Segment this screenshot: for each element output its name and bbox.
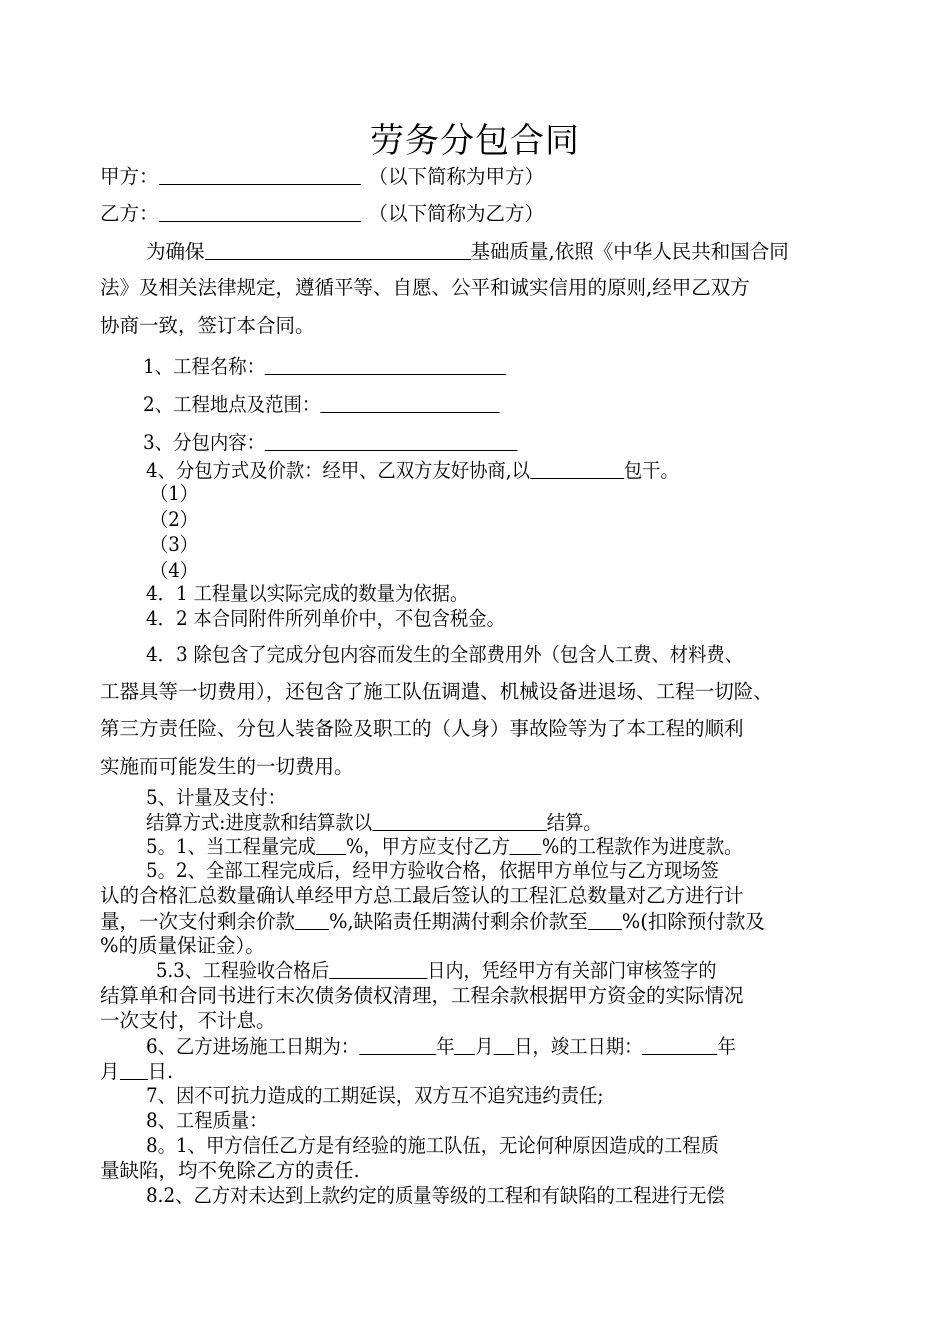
project-name-blank [265, 354, 507, 375]
sub-item-2: （2） [150, 507, 199, 531]
clause-8-1-line-2: 量缺陷，均不免除乙方的责任. [100, 1159, 360, 1182]
clause-4-3-line-3: 第三方责任险、分包人装备险及职工的（人身）事故险等为了本工程的顺利 [100, 717, 744, 740]
settlement-suffix: 结算。 [546, 811, 602, 834]
clause-5-3-line-1 [156, 956, 860, 985]
clause-5-1-text: %的工程款作为进度款。 [541, 835, 743, 858]
clause-5-3-line-2: 结算单和合同书进行末次债务债权清理，工程余款根据甲方资金的实际情况 [100, 984, 744, 1007]
days-blank [329, 958, 427, 979]
sub-item-3: （3） [150, 533, 199, 556]
party-b-suffix: （以下简称为乙方） [368, 202, 545, 225]
method-blank [530, 458, 624, 479]
clause-7: 7、因不可抗力造成的工期延误，双方互不追究违约责任; [146, 1084, 604, 1107]
item-3-label: 3、分包内容： [143, 431, 266, 454]
project-blank [205, 239, 471, 260]
content-blank [265, 430, 518, 451]
document-title: 劳务分包合同 [370, 121, 580, 161]
start-month-blank [455, 1034, 476, 1055]
clause-5-2-text: %,缺陷责任期满付剩余价款至 [329, 910, 588, 933]
item-4-label: 4、分包方式及价款：经甲、乙双方友好协商,以 [146, 459, 530, 482]
clause-5-3-line-3: 一次支付，不计息。 [100, 1009, 276, 1032]
item-1-line [143, 352, 860, 381]
item-1-label: 1、工程名称： [143, 355, 266, 378]
intro-text: 基础质量,依照《中华人民共和国合同 [470, 240, 789, 263]
clause-5-1-text: %，甲方应支付乙方 [345, 835, 510, 858]
clause-5-heading: 5、计量及支付： [146, 786, 286, 809]
intro-line-3: 协商一致，签订本合同。 [100, 314, 315, 337]
start-day-blank [494, 1034, 515, 1055]
intro-line-2: 法》及相关法律规定，遵循平等、自愿、公平和诚实信用的原则,经甲乙双方 [100, 276, 750, 299]
party-a-line [100, 162, 860, 191]
clause-8-1-line-1: 8。1、甲方信任乙方是有经验的施工队伍，无论何种原因造成的工程质 [146, 1134, 719, 1157]
end-year-blank [642, 1034, 717, 1055]
item-2-line [143, 390, 860, 419]
intro-line-1 [146, 237, 860, 266]
party-b-label: 乙方： [100, 202, 159, 225]
sub-item-1: （1） [150, 482, 199, 505]
settlement-label: 结算方式:进度款和结算款以 [146, 811, 373, 834]
clause-5-2-text: %(扣除预付款及 [621, 910, 765, 933]
party-b-line [100, 199, 860, 228]
year-label: 年 [436, 1035, 455, 1058]
clause-5-1-text: 5。1、当工程量完成 [146, 835, 316, 858]
clause-8-2-line-1: 8.2、乙方对未达到上款约定的质量等级的工程和有缺陷的工程进行无偿 [146, 1184, 725, 1207]
clause-8-heading: 8、工程质量： [146, 1109, 268, 1132]
clause-5-2-line-1: 5。2、全部工程完成后，经甲方验收合格，依据甲方单位与乙方现场签 [146, 859, 719, 882]
clause-5-2-line-2: 认的合格汇总数量确认单经甲方总工最后签认的工程汇总数量对乙方进行计 [100, 884, 744, 907]
sub-item-4: （4） [150, 558, 199, 582]
month-label: 月 [475, 1035, 494, 1058]
clause-4-3-line-4: 实施而可能发生的一切费用。 [100, 755, 354, 778]
item-3-line [143, 428, 860, 457]
clause-4-1: 4．1 工程量以实际完成的数量为依据。 [146, 582, 469, 605]
party-a-label: 甲方： [100, 165, 159, 188]
clause-5-2-text: 量，一次支付剩余价款 [100, 910, 296, 933]
clause-5-3-text: 日内，凭经甲方有关部门审核签字的 [427, 959, 717, 982]
clause-4-2: 4．2 本合同附件所列单价中，不包含税金。 [146, 607, 505, 630]
clause-6-text: 6、乙方进场施工日期为： [146, 1035, 360, 1058]
clause-4-3-line-2: 工器具等一切费用），还包含了施工队伍调遣、机械设备进退场、工程一切险、 [100, 680, 773, 703]
party-a-blank [159, 164, 361, 185]
end-month-blank [120, 1059, 148, 1080]
clause-5-2-line-4: %的质量保证金）。 [100, 934, 265, 957]
percent-blank [295, 909, 329, 930]
party-b-blank [159, 201, 361, 222]
settlement-blank [372, 810, 547, 831]
day-label: 日. [147, 1060, 174, 1083]
item-2-label: 2、工程地点及范围： [143, 393, 321, 416]
start-year-blank [359, 1034, 436, 1055]
percent-blank [510, 834, 542, 855]
percent-blank [316, 834, 346, 855]
month-label: 月 [100, 1060, 120, 1083]
intro-text: 为确保 [146, 240, 205, 263]
clause-6-text: 日，竣工日期： [514, 1035, 643, 1058]
clause-4-3-line-1: 4．3 除包含了完成分包内容而发生的全部费用外（包含人工费、材料费、 [146, 643, 744, 666]
percent-blank [588, 909, 622, 930]
party-a-suffix: （以下简称为甲方） [368, 165, 545, 188]
item-4-suffix: 包干。 [623, 459, 679, 482]
location-blank [320, 392, 499, 413]
year-label: 年 [717, 1035, 736, 1058]
clause-5-3-text: 5.3、工程验收合格后 [156, 959, 330, 982]
